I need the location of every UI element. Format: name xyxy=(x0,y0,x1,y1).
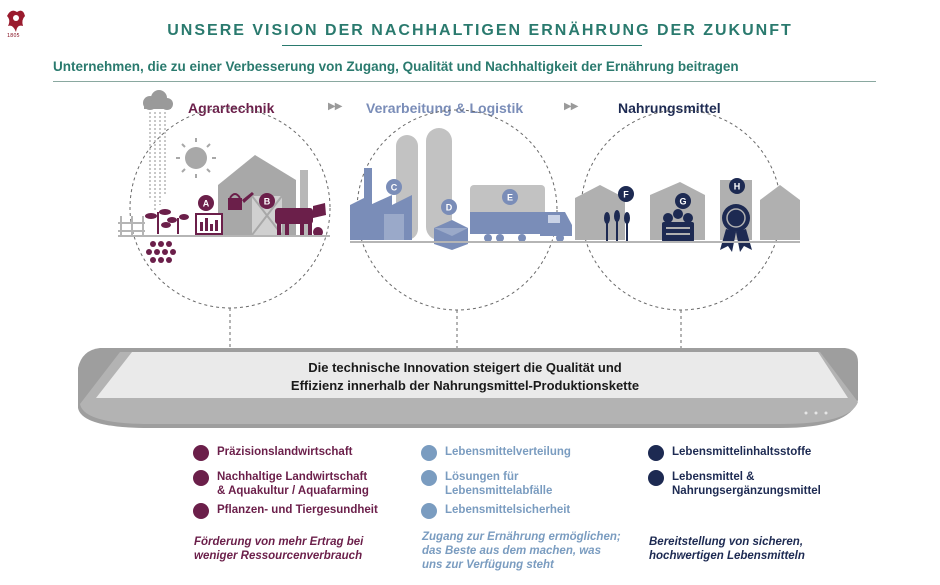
legend-dot xyxy=(193,470,209,486)
legend-label: Lebensmittelinhaltsstoffe xyxy=(672,446,812,458)
truck-icon xyxy=(470,185,572,242)
tablet-line-1: Die technische Innovation steigert die Qualität und xyxy=(308,360,622,375)
column-note: Bereitstellung von sicheren, hochwertigen Lebensmitteln xyxy=(649,536,805,562)
legend-dot xyxy=(421,503,437,519)
legend-label: Pflanzen- und Tiergesundheit xyxy=(217,504,378,516)
column-note: Förderung von mehr Ertrag bei weniger Ressourcenverbrauch xyxy=(194,536,364,562)
sun-icon xyxy=(176,138,216,178)
food-scene xyxy=(575,178,800,252)
badge-b: B xyxy=(263,196,271,207)
badge-f: F xyxy=(623,189,629,200)
cloud-icon xyxy=(143,90,173,210)
legend-item xyxy=(193,470,369,498)
legend-item xyxy=(421,503,570,519)
legend-dot xyxy=(421,470,437,486)
legend-label: Lösungen für Lebensmittelabfälle xyxy=(445,471,553,497)
badge-g: G xyxy=(679,196,687,207)
page-subtitle: Unternehmen, die zu einer Verbesserung von Zugang, Qualität und Nachhaltigkeit der Ernährung beitragen xyxy=(53,59,739,74)
legend-item xyxy=(421,470,552,498)
farm-scene xyxy=(118,90,330,263)
legend-dot xyxy=(193,445,209,461)
legend-dot xyxy=(648,470,664,486)
tablet-message xyxy=(230,359,700,395)
legend-item xyxy=(193,503,378,519)
legend-item xyxy=(648,445,811,461)
fence-icon xyxy=(118,216,145,236)
logo-year: 1805 xyxy=(7,33,20,39)
stage-arrow-1: ▶▶ xyxy=(328,101,342,112)
page-title: UNSERE VISION DER NACHHALTIGEN ERNÄHRUNG DER ZUKUNFT xyxy=(167,22,793,39)
badge-a: A xyxy=(202,198,210,209)
stage-label-agrartechnik: Agrartechnik xyxy=(188,100,275,116)
badge-c: C xyxy=(390,182,398,193)
column-note: Zugang zur Ernährung ermöglichen; das Beste aus dem machen, was uns zur Verfügung steht xyxy=(422,531,621,571)
wheat-icon xyxy=(604,210,630,241)
plant-icon xyxy=(145,209,189,234)
legend-label: Lebensmittel & Nahrungsergänzungsmittel xyxy=(672,471,821,497)
seed-icon xyxy=(146,241,176,263)
vegetable-crate-icon xyxy=(662,209,694,242)
legend-dot xyxy=(648,445,664,461)
chart-tablet-icon xyxy=(196,214,222,234)
badge-d: D xyxy=(445,202,453,213)
legend-item xyxy=(648,470,821,498)
legend-label: Nachhaltige Landwirtschaft & Aquakultur / Aquafarming xyxy=(217,471,369,497)
badge-e: E xyxy=(506,192,514,203)
stage-label-nahrungsmittel: Nahrungsmittel xyxy=(618,100,721,116)
badge-h: H xyxy=(733,181,741,192)
legend-item xyxy=(421,445,571,461)
legend-item xyxy=(193,445,352,461)
stage-label-verarbeitung: Verarbeitung & Logistik xyxy=(366,100,524,116)
legend-label: Lebensmittelsicherheit xyxy=(445,504,571,516)
legend-dot xyxy=(421,445,437,461)
processing-scene xyxy=(350,128,575,250)
legend-dot xyxy=(193,503,209,519)
legend-label: Präzisionslandwirtschaft xyxy=(217,446,353,458)
tablet-line-2: Effizienz innerhalb der Nahrungsmittel-Produktionskette xyxy=(290,378,640,393)
stage-arrow-2: ▶▶ xyxy=(564,101,578,112)
legend-label: Lebensmittelverteilung xyxy=(445,446,571,458)
